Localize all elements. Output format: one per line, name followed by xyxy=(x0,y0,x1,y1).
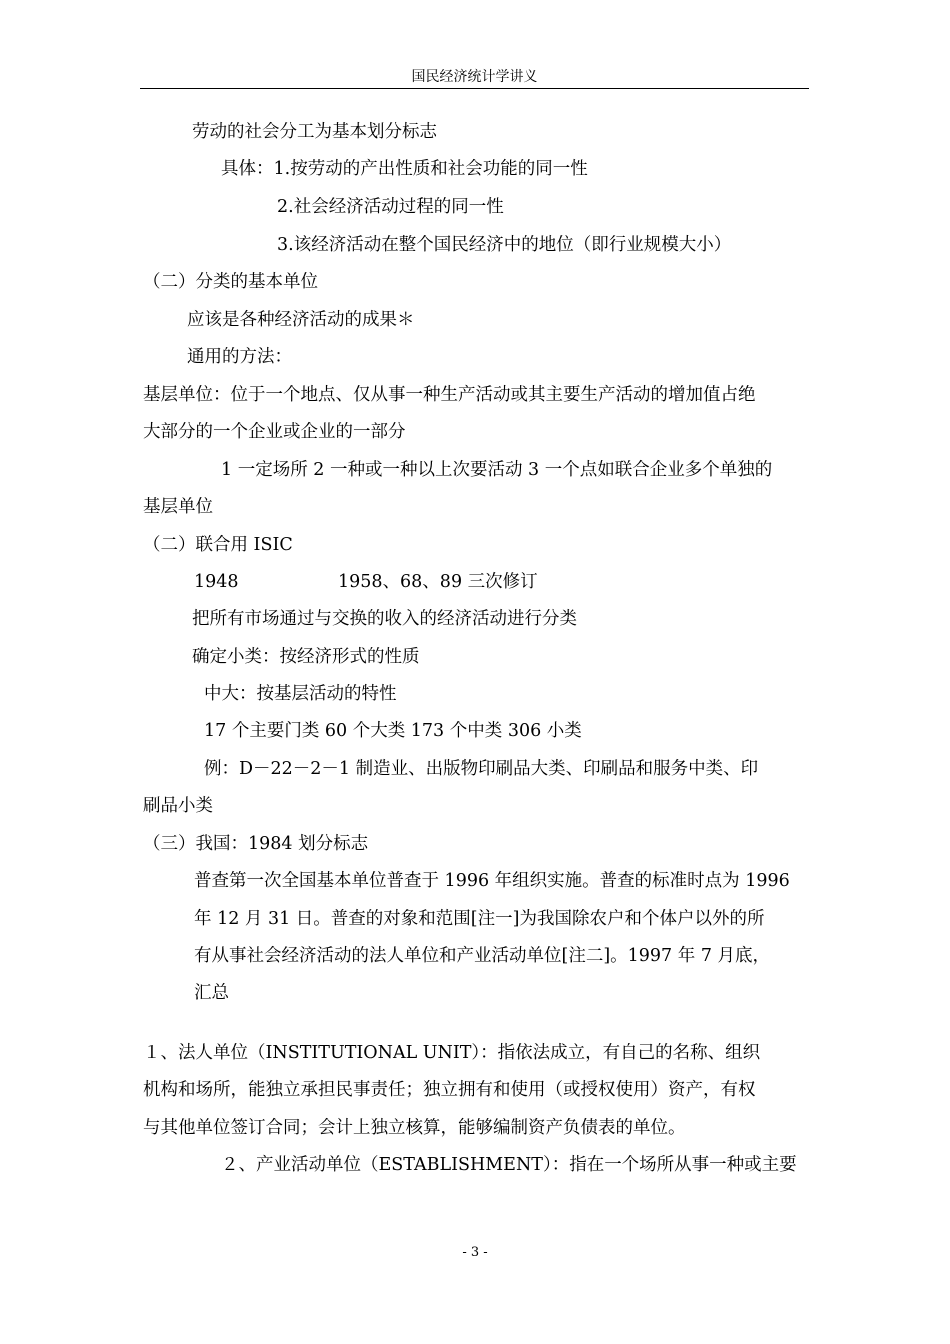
body-line: 有从事社会经济活动的法人单位和产业活动单位[注二]。1997 年 7 月底， xyxy=(194,946,771,966)
section-heading: （二）分类的基本单位 xyxy=(143,272,318,292)
body-line: 大部分的一个企业或企业的一部分 xyxy=(143,422,406,442)
body-line: 基层单位 xyxy=(143,497,213,517)
body-line: 1958、68、89 三次修订 xyxy=(338,572,538,592)
body-line: 普查第一次全国基本单位普查于 1996 年组织实施。普查的标准时点为 1996 xyxy=(194,871,790,891)
body-line: 把所有市场通过与交换的收入的经济活动进行分类 xyxy=(192,609,577,629)
body-line: 1 一定场所 2 一种或一种以上次要活动 3 一个点如联合企业多个单独的 xyxy=(221,460,773,480)
body-line: 与其他单位签订合同；会计上独立核算，能够编制资产负债表的单位。 xyxy=(143,1118,686,1138)
body-line: 1948 xyxy=(194,572,239,592)
body-line: 刷品小类 xyxy=(143,796,213,816)
body-line: ２、产业活动单位（ESTABLISHMENT）：指在一个场所从事一种或主要 xyxy=(221,1155,797,1175)
body-line: 中大：按基层活动的特性 xyxy=(204,684,397,704)
body-line: 确定小类：按经济形式的性质 xyxy=(192,647,420,667)
body-line: 通用的方法： xyxy=(187,347,292,367)
section-heading: （三）我国：1984 划分标志 xyxy=(143,834,369,854)
running-header: 国民经济统计学讲义 xyxy=(411,69,538,85)
body-line: 17 个主要门类 60 个大类 173 个中类 306 小类 xyxy=(204,721,582,741)
body-line: 3.该经济活动在整个国民经济中的地位（即行业规模大小） xyxy=(277,235,732,255)
body-line: １、法人单位（INSTITUTIONAL UNIT）：指依法成立，有自己的名称、组织 xyxy=(143,1043,761,1063)
body-line: 例：D－22－2－1 制造业、出版物印刷品大类、印刷品和服务中类、印 xyxy=(204,759,759,779)
body-line: 应该是各种经济活动的成果＊ xyxy=(187,310,415,330)
page-number: - 3 - xyxy=(462,1245,488,1260)
body-line: 劳动的社会分工为基本划分标志 xyxy=(192,122,437,142)
header-rule xyxy=(140,88,809,89)
body-line: 年 12 月 31 日。普查的对象和范围[注一]为我国除农户和个体户以外的所 xyxy=(194,909,765,929)
body-line: 基层单位：位于一个地点、仅从事一种生产活动或其主要生产活动的增加值占绝 xyxy=(143,385,756,405)
body-line: 汇总 xyxy=(194,983,229,1003)
section-heading: （二）联合用 ISIC xyxy=(143,535,293,555)
body-line: 机构和场所，能独立承担民事责任；独立拥有和使用（或授权使用）资产，有权 xyxy=(143,1080,756,1100)
body-line: 具体：1.按劳动的产出性质和社会功能的同一性 xyxy=(221,159,588,179)
body-line: 2.社会经济活动过程的同一性 xyxy=(277,197,504,217)
